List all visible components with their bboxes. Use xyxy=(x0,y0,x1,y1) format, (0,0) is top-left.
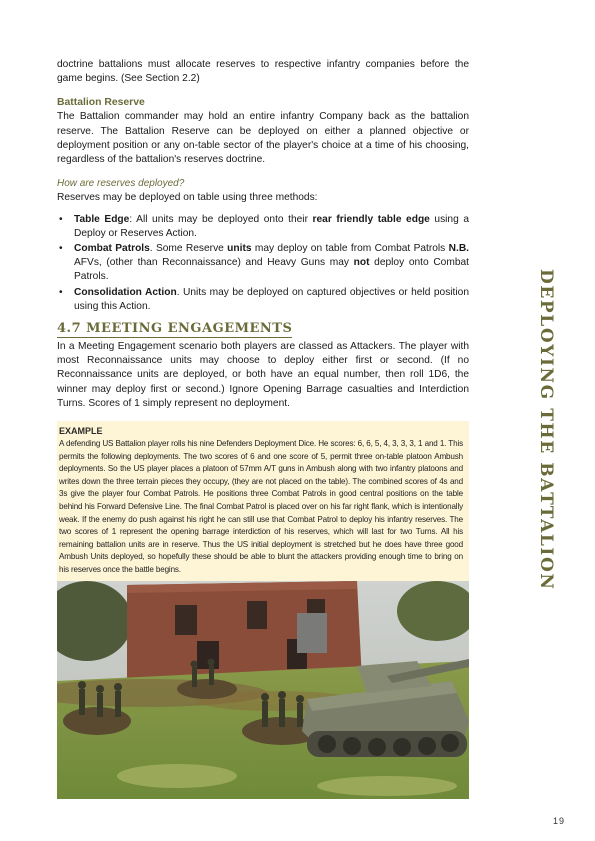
miniatures-photo xyxy=(57,581,469,799)
example-box xyxy=(57,421,469,581)
method-label: Table Edge xyxy=(74,213,130,225)
method-text: may deploy on table from Combat Patrols xyxy=(251,243,449,255)
method-emphasis: rear friendly table edge xyxy=(312,213,430,225)
method-text: : All units may be deployed onto their xyxy=(129,213,313,225)
photo-illustration xyxy=(57,581,469,799)
main-column xyxy=(57,58,469,581)
bullet-icon: • xyxy=(59,213,63,225)
method-text: . Units may be deployed on captured objectives or held position using this Action. xyxy=(74,286,469,312)
bullet-icon: • xyxy=(59,243,63,255)
intro-paragraph: doctrine battalions must allocate reserves to respective infantry companies before the game begins. (See Section 2.2) xyxy=(57,59,469,85)
chapter-sidebar-title xyxy=(521,269,571,591)
chapter-title-text: DEPLOYING THE BATTALION xyxy=(536,269,556,591)
method-label: Combat Patrols xyxy=(74,243,150,255)
section-title: 4.7 MEETING ENGAGEMENTS xyxy=(57,321,293,337)
battalion-reserve-text: The Battalion commander may hold an entire infantry Company back as the battalion reserve. The Battalion Reserve can be deployed on either a planned objective or deployment position or any on-table sector of the player's choice at a time of his choosing, regardless of the battalion's reserves doctrine. xyxy=(57,111,469,166)
method-label: Consolidation Action xyxy=(74,286,177,298)
method-text: using a Deploy or Reserves Action. xyxy=(74,213,469,239)
list-item xyxy=(57,213,469,241)
method-text: AFVs, (other than Reconnaissance) and Heavy Guns may xyxy=(74,257,354,269)
methods-list xyxy=(57,213,469,314)
battalion-reserve-heading: Battalion Reserve xyxy=(57,97,145,109)
page-number: 19 xyxy=(553,816,566,826)
example-text: A defending US Battalion player rolls his nine Defenders Deployment Dice. He scores: 6, 6, 5, 4, 3, 3, 3, 1 and 1. This permits the following deployments. The two scores of 6 and one score of 5, permit three on-table platoon Ambush deployments. So the US player places a platoon of 57mm A/T guns in Ambush along with two infantry platoons and writes down the three terrain pieces they occupy, (they are not placed on the table). The combined scores of 4s and 3s give the player four Combat Patrols. He positions three Combat Patrols in good central positions on the table behind his Forward Defensive Line. The final Combat Patrol is placed over on his far right flank, which is intentionally weak. If the enemy do push against his right he can still use that Combat Patrol to deploy his infantry reserves. The two scores of 1 represent the opening barrage interdiction of his reserves, which will last for two Turns. All his remaining battalion units are in reserve. Thus the US initial deployment is stretched but he does have three good Ambush Units deployed, so hopefully these should be able to blunt the attackers providing enough time to bring on his reserves once the battle begins. xyxy=(59,439,463,574)
example-title: EXAMPLE xyxy=(59,426,103,437)
meeting-engagements-text: In a Meeting Engagement scenario both players are classed as Attackers. The player with most Reconnaissance units may choose to deploy either first or second. (If no Reconnaissance units are deployed, or both have an equal number, then roll 1D6, the winner may deploy first or second.) Ignore Opening Barrage casualties and Interdiction Turns. Scores of 1 simply represent no deployment. xyxy=(57,341,469,409)
bullet-icon: • xyxy=(59,286,63,298)
method-emphasis: not xyxy=(353,257,370,269)
method-emphasis: N.B. xyxy=(448,243,469,255)
list-item xyxy=(57,242,469,285)
method-emphasis: units xyxy=(227,243,252,255)
reserves-intro: Reserves may be deployed on table using three methods: xyxy=(57,192,318,204)
method-text: . Some Reserve xyxy=(149,243,228,255)
list-item xyxy=(57,286,469,314)
method-text: deploy onto Combat Patrols. xyxy=(74,257,469,283)
reserves-question: How are reserves deployed? xyxy=(57,178,185,190)
infantry-base xyxy=(177,679,237,699)
